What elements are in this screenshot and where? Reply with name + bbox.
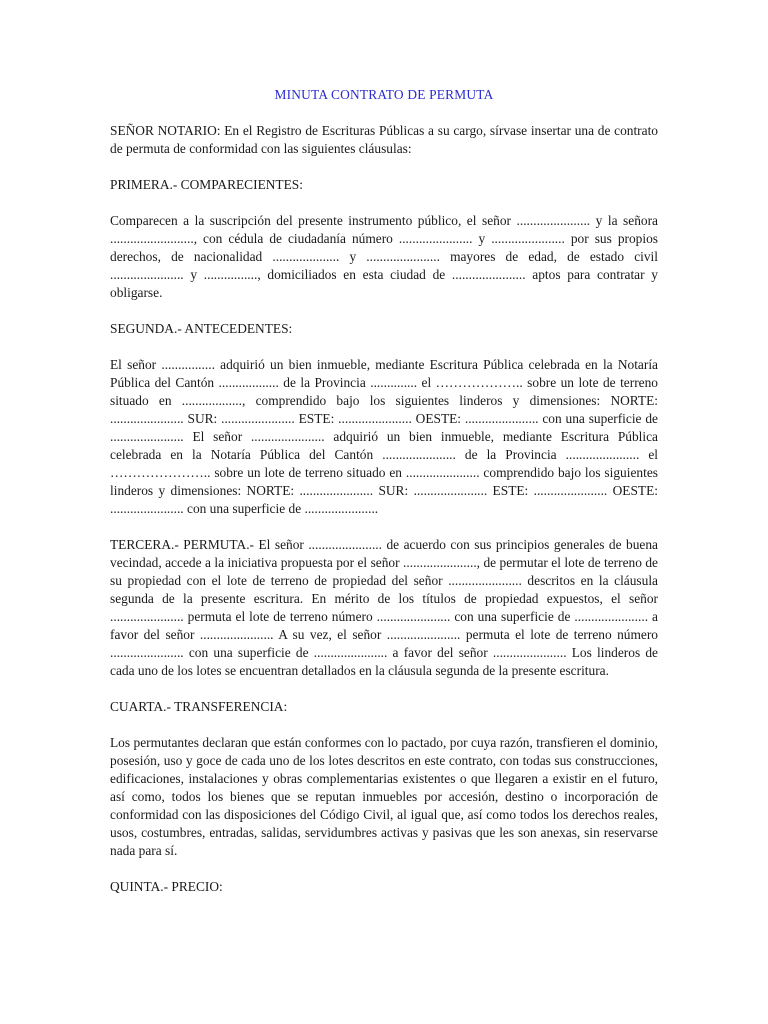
- section-heading-cuarta: CUARTA.- TRANSFERENCIA:: [110, 699, 288, 714]
- intro-paragraph: SEÑOR NOTARIO: En el Registro de Escrituras Públicas a su cargo, sírvase insertar una de contrato de permuta de conformidad con las siguientes cláusulas:: [110, 123, 658, 156]
- section-heading-segunda: SEGUNDA.- ANTECEDENTES:: [110, 321, 293, 336]
- document-page: [110, 86, 658, 914]
- section-paragraph-segunda: El señor ................ adquirió un bien inmueble, mediante Escritura Pública celebrada en la Notaría Pública del Cantón .................. de la Provincia .............. el ……………….. sobre un lote de terreno situado en .................., comprendido bajo los siguientes linderos y dimensiones: NORTE: ...................... SUR: ...................... ESTE: ...................... OESTE: ...................... con una superficie de ...................... El señor ...................... adquirió un bien inmueble, mediante Escritura Pública celebrada en la Notaría Pública del Cantón ...................... de la Provincia ...................... el ………………….. sobre un lote de terreno situado en ...................... comprendido bajo los siguientes linderos y dimensiones: NORTE: ...................... SUR: ...................... ESTE: ...................... OESTE: ...................... con una superficie de ......................: [110, 357, 658, 516]
- section-paragraph-primera: Comparecen a la suscripción del presente instrumento público, el señor ...................... y la señora ........................., con cédula de ciudadanía número ...................... y ...................... por sus propios derechos, de nacionalidad .................... y ...................... mayores de edad, de estado civil ...................... y ................, domiciliados en esta ciudad de ...................... aptos para contratar y obligarse.: [110, 213, 658, 300]
- document-title: MINUTA CONTRATO DE PERMUTA: [274, 87, 494, 102]
- section-heading-quinta: QUINTA.- PRECIO:: [110, 879, 223, 894]
- section-paragraph-cuarta: Los permutantes declaran que están conformes con lo pactado, por cuya razón, transfieren el dominio, posesión, uso y goce de cada uno de los lotes descritos en este contrato, con todas sus construcciones, edificaciones, instalaciones y obras complementarias existentes o que llegaren a existir en el futuro, así como, todos los bienes que se reputan inmuebles por accesión, destino o incorporación de conformidad con las disposiciones del Código Civil, al igual que, así como todos los derechos reales, usos, costumbres, entradas, salidas, servidumbres activas y pasivas que les son anexas, sin reservarse nada para sí.: [110, 735, 658, 858]
- section-paragraph-tercera: TERCERA.- PERMUTA.- El señor ...................... de acuerdo con sus principios generales de buena vecindad, accede a la iniciativa propuesta por el señor ......................, de permutar el lote de terreno de su propiedad con el lote de terreno de propiedad del señor ...................... descritos en la cláusula segunda de la presente escritura. En mérito de los títulos de propiedad expuestos, el señor ...................... permuta el lote de terreno número ...................... con una superficie de ...................... a favor del señor ...................... A su vez, el señor ...................... permuta el lote de terreno número ...................... con una superficie de ...................... a favor del señor ...................... Los linderos de cada uno de los lotes se encuentran detallados en la cláusula segunda de la presente escritura.: [110, 537, 658, 678]
- section-heading-primera: PRIMERA.- COMPARECIENTES:: [110, 177, 303, 192]
